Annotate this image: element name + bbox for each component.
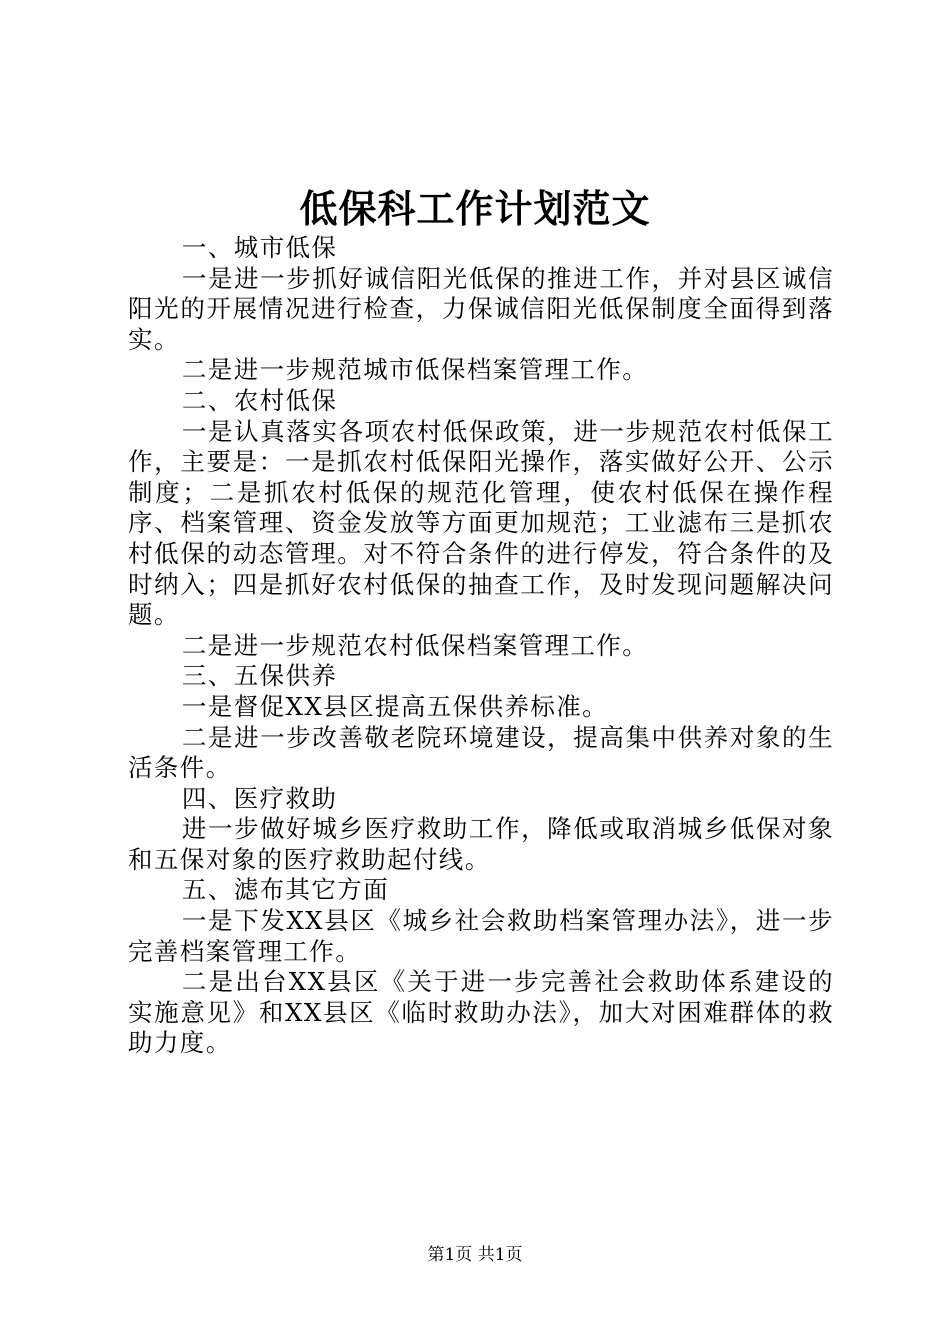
paragraph: 二是出台XX县区《关于进一步完善社会救助体系建设的实施意见》和XX县区《临时救助办法》，加大对困难群体的救助力度。: [128, 967, 834, 1058]
document-body: [128, 233, 834, 1059]
paragraph: 二是进一步规范农村低保档案管理工作。: [181, 630, 649, 660]
paragraph: 二是进一步改善敬老院环境建设，提高集中供养对象的生活条件。: [128, 722, 834, 783]
heading-medical-aid: 四、医疗救助: [181, 783, 338, 813]
paragraph: 一是下发XX县区《城乡社会救助档案管理办法》，进一步完善档案管理工作。: [128, 906, 834, 966]
paragraph: 进一步做好城乡医疗救助工作，降低或取消城乡低保对象和五保对象的医疗救助起付线。: [128, 814, 834, 874]
paragraph: 一是进一步抓好诚信阳光低保的推进工作，并对县区诚信阳光的开展情况进行检查，力保诚信阳光低保制度全面得到落实。: [128, 263, 834, 354]
heading-five-guarantees: 三、五保供养: [181, 661, 338, 691]
page-footer: 第1页 共1页: [427, 1245, 523, 1265]
paragraph: 二是进一步规范城市低保档案管理工作。: [181, 355, 649, 385]
document-title: 低保科工作计划范文: [299, 186, 651, 231]
heading-urban-subsistence: 一、城市低保: [181, 233, 338, 262]
paragraph: 一是认真落实各项农村低保政策，进一步规范农村低保工作，主要是：一是抓农村低保阳光操作，落实做好公开、公示制度；二是抓农村低保的规范化管理，使农村低保在操作程序、档案管理、资金发放等方面更加规范；工业滤布三是抓农村低保的动态管理。对不符合条件的进行停发，符合条件的及时纳入；四是抓好农村低保的抽查工作，及时发现问题解决问题。: [128, 416, 834, 630]
paragraph: 一是督促XX县区提高五保供养标准。: [181, 691, 609, 721]
heading-rural-subsistence: 二、农村低保: [181, 385, 338, 415]
heading-other-aspects: 五、滤布其它方面: [181, 875, 390, 905]
